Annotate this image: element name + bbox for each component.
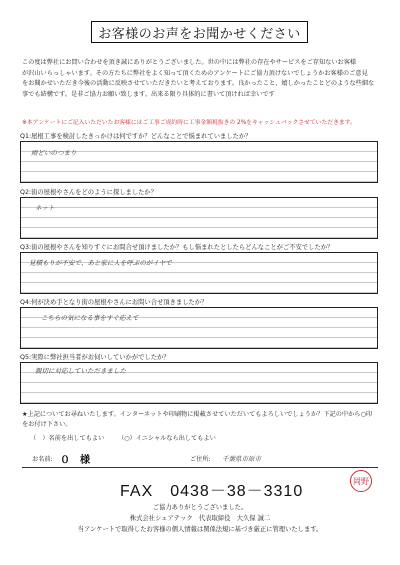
name-label: お名前:: [32, 456, 53, 463]
intro-line: この度は弊社にお問い合わせを頂き誠にありがとうございました。世の中には弊社の存在やサービスをご存知ないお客様: [22, 59, 357, 66]
question-1-label: Q1:屋根工事を検討したきっかけは何ですか？どんなことで悩まれていましたか？: [20, 133, 252, 140]
name-value: ０ 様: [60, 455, 90, 466]
seal-stamp: [350, 470, 372, 492]
privacy-text: 当アンケートで取得したお客様の個人情報は関係法規に基づき厳正に管理いたします。: [77, 526, 323, 533]
page-title: お客様のお声をお聞かせください: [91, 21, 308, 43]
question-1-answer: 雨どいのつまり: [31, 149, 77, 157]
question-5-label: Q5:実際に弊社担当者がお伺いしていかがでしたか？: [20, 354, 170, 361]
option-initial-ok[interactable]: （○）イニシャルなら出してもよい: [118, 435, 216, 442]
question-3-answer-box: [20, 252, 378, 294]
seal-text: 岡野: [353, 476, 369, 486]
intro-text: [22, 58, 378, 100]
question-4-answer-box: [20, 307, 378, 349]
intro-line: をお聞かせいただき今後の活動に反映させていただきたいと考えております。良かったこと、嬉しかったことどのような些細な: [22, 80, 375, 88]
cashback-note: ※本アンケートにご記入いただいたお客様にはご工事ご成約時に工事金額税抜きの 2%をキャッシュバックさせていただきます。: [22, 120, 356, 126]
publish-question: ★上記についてお尋ねいたします。インターネットや印刷物に掲載させていただいてもよろしいでしょうか？下記の中から○印をお付け下さい。: [22, 411, 373, 428]
thanks-text: ご協力ありがとうございました。: [152, 504, 248, 511]
address-label: ご住所:: [190, 456, 211, 463]
question-2-answer-box: [20, 197, 378, 239]
question-2-answer: ネット: [35, 204, 55, 212]
question-4-label: Q4:何が決め手となり街の屋根やさんにお問い合せ頂きましたか？: [20, 299, 208, 306]
company-text: 株式会社シェアテック 代表取締役 大久保 誠二: [129, 515, 271, 522]
address-value: 千葉県市原市: [222, 455, 261, 463]
question-2-label: Q2:街の屋根やさんをどのように探しましたか？: [20, 189, 158, 196]
question-3-label: Q3:街の屋根やさんを知りすぐにお問合せ頂けましたか？もし悩まれたとしたらどんなことがご不安でしたか？: [20, 244, 334, 251]
question-1-answer-box: [20, 141, 378, 183]
question-4-answer: こちらの気になる事をすぐ応えて: [41, 314, 139, 322]
name-address-row: [22, 450, 378, 468]
intro-line: が沢山いらっしゃいます。その方たちに弊社をよく知って頂くためのアンケートにご協力頂けないでしょうかお客様のご意見: [22, 69, 368, 77]
question-5-answer-box: [20, 362, 378, 404]
question-5-answer: 親切に対応していただきました: [35, 367, 126, 375]
option-name-ok[interactable]: （ ）名前を出してもよい: [30, 435, 105, 442]
fax-number: FAX 0438－38－3310: [120, 483, 304, 500]
question-3-answer: 見積もりが不安で、あと家に人を呼ぶのがイヤで: [29, 259, 172, 267]
intro-line: 事でも結構です。是非ご協力お願い致します。出来る限り具体的に書いて頂ければ幸いです: [22, 90, 275, 98]
